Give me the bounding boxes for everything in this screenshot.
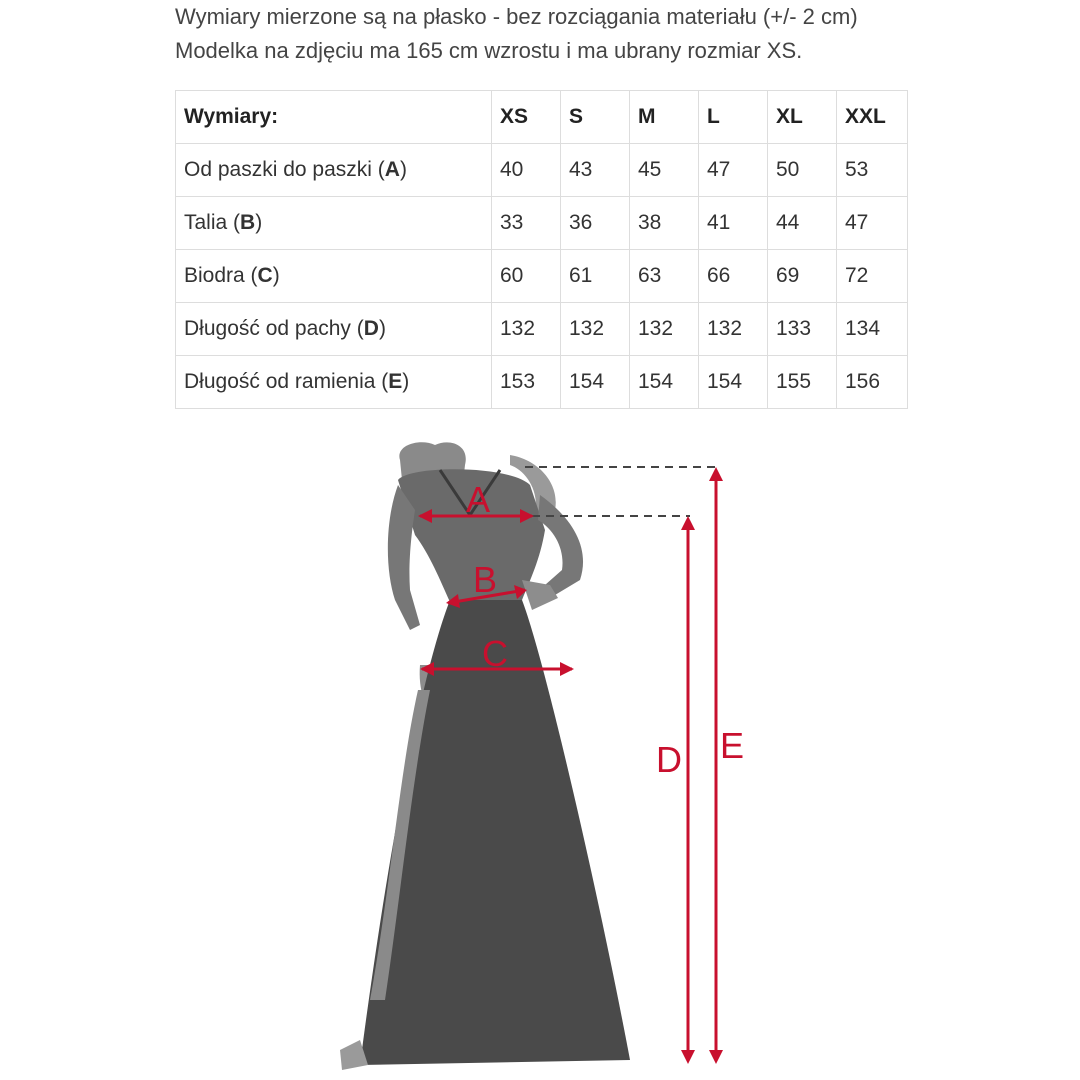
table-cell: 43 — [561, 144, 630, 197]
table-cell: 45 — [630, 144, 699, 197]
table-cell: 47 — [837, 197, 908, 250]
table-cell: 44 — [768, 197, 837, 250]
arrow-e-head-top — [709, 467, 723, 481]
header-size-m: M — [630, 91, 699, 144]
intro-line-measurement: Wymiary mierzone są na płasko - bez rozciągania materiału (+/- 2 cm) — [175, 4, 858, 29]
table-cell: 66 — [699, 250, 768, 303]
row-label: Biodra (C) — [176, 250, 492, 303]
table-cell: 36 — [561, 197, 630, 250]
table-cell: 38 — [630, 197, 699, 250]
table-cell: 155 — [768, 356, 837, 409]
label-a: A — [466, 479, 491, 520]
row-label: Długość od pachy (D) — [176, 303, 492, 356]
table-cell: 154 — [630, 356, 699, 409]
table-row — [176, 144, 908, 197]
table-cell: 132 — [492, 303, 561, 356]
table-cell: 132 — [561, 303, 630, 356]
label-d: D — [656, 739, 682, 780]
table-cell: 60 — [492, 250, 561, 303]
table-cell: 41 — [699, 197, 768, 250]
header-size-xs: XS — [492, 91, 561, 144]
header-size-l: L — [699, 91, 768, 144]
row-label: Talia (B) — [176, 197, 492, 250]
table-cell: 69 — [768, 250, 837, 303]
table-cell: 132 — [699, 303, 768, 356]
table-row — [176, 356, 908, 409]
table-row — [176, 197, 908, 250]
intro-line-model: Modelka na zdjęciu ma 165 cm wzrostu i ma ubrany rozmiar XS. — [175, 38, 803, 63]
arrow-d-head-bottom — [681, 1050, 695, 1064]
size-table-header-row — [176, 91, 908, 144]
arrow-d-head-top — [681, 516, 695, 530]
table-row — [176, 303, 908, 356]
table-cell: 53 — [837, 144, 908, 197]
table-cell: 47 — [699, 144, 768, 197]
header-size-xl: XL — [768, 91, 837, 144]
table-cell: 153 — [492, 356, 561, 409]
label-b: B — [473, 559, 498, 600]
model-silhouette — [340, 442, 630, 1070]
table-row — [176, 250, 908, 303]
row-label: Od paszki do paszki (A) — [176, 144, 492, 197]
table-cell: 132 — [630, 303, 699, 356]
table-cell: 154 — [699, 356, 768, 409]
table-cell: 40 — [492, 144, 561, 197]
table-cell: 33 — [492, 197, 561, 250]
header-label: Wymiary: — [176, 91, 492, 144]
arrow-e-head-bottom — [709, 1050, 723, 1064]
right-arm-shape — [538, 495, 583, 595]
arrow-c-head-right — [560, 662, 574, 676]
table-cell: 156 — [837, 356, 908, 409]
intro-text — [175, 0, 1035, 68]
table-cell: 61 — [561, 250, 630, 303]
header-size-s: S — [561, 91, 630, 144]
table-cell: 63 — [630, 250, 699, 303]
table-cell: 50 — [768, 144, 837, 197]
table-cell: 134 — [837, 303, 908, 356]
size-table — [175, 90, 908, 409]
table-cell: 133 — [768, 303, 837, 356]
label-c: C — [482, 633, 508, 674]
table-cell: 154 — [561, 356, 630, 409]
row-label: Długość od ramienia (E) — [176, 356, 492, 409]
dress-diagram-svg — [300, 440, 780, 1080]
measurement-diagram — [300, 440, 780, 1080]
table-cell: 72 — [837, 250, 908, 303]
header-size-xxl: XXL — [837, 91, 908, 144]
label-e: E — [720, 725, 745, 766]
